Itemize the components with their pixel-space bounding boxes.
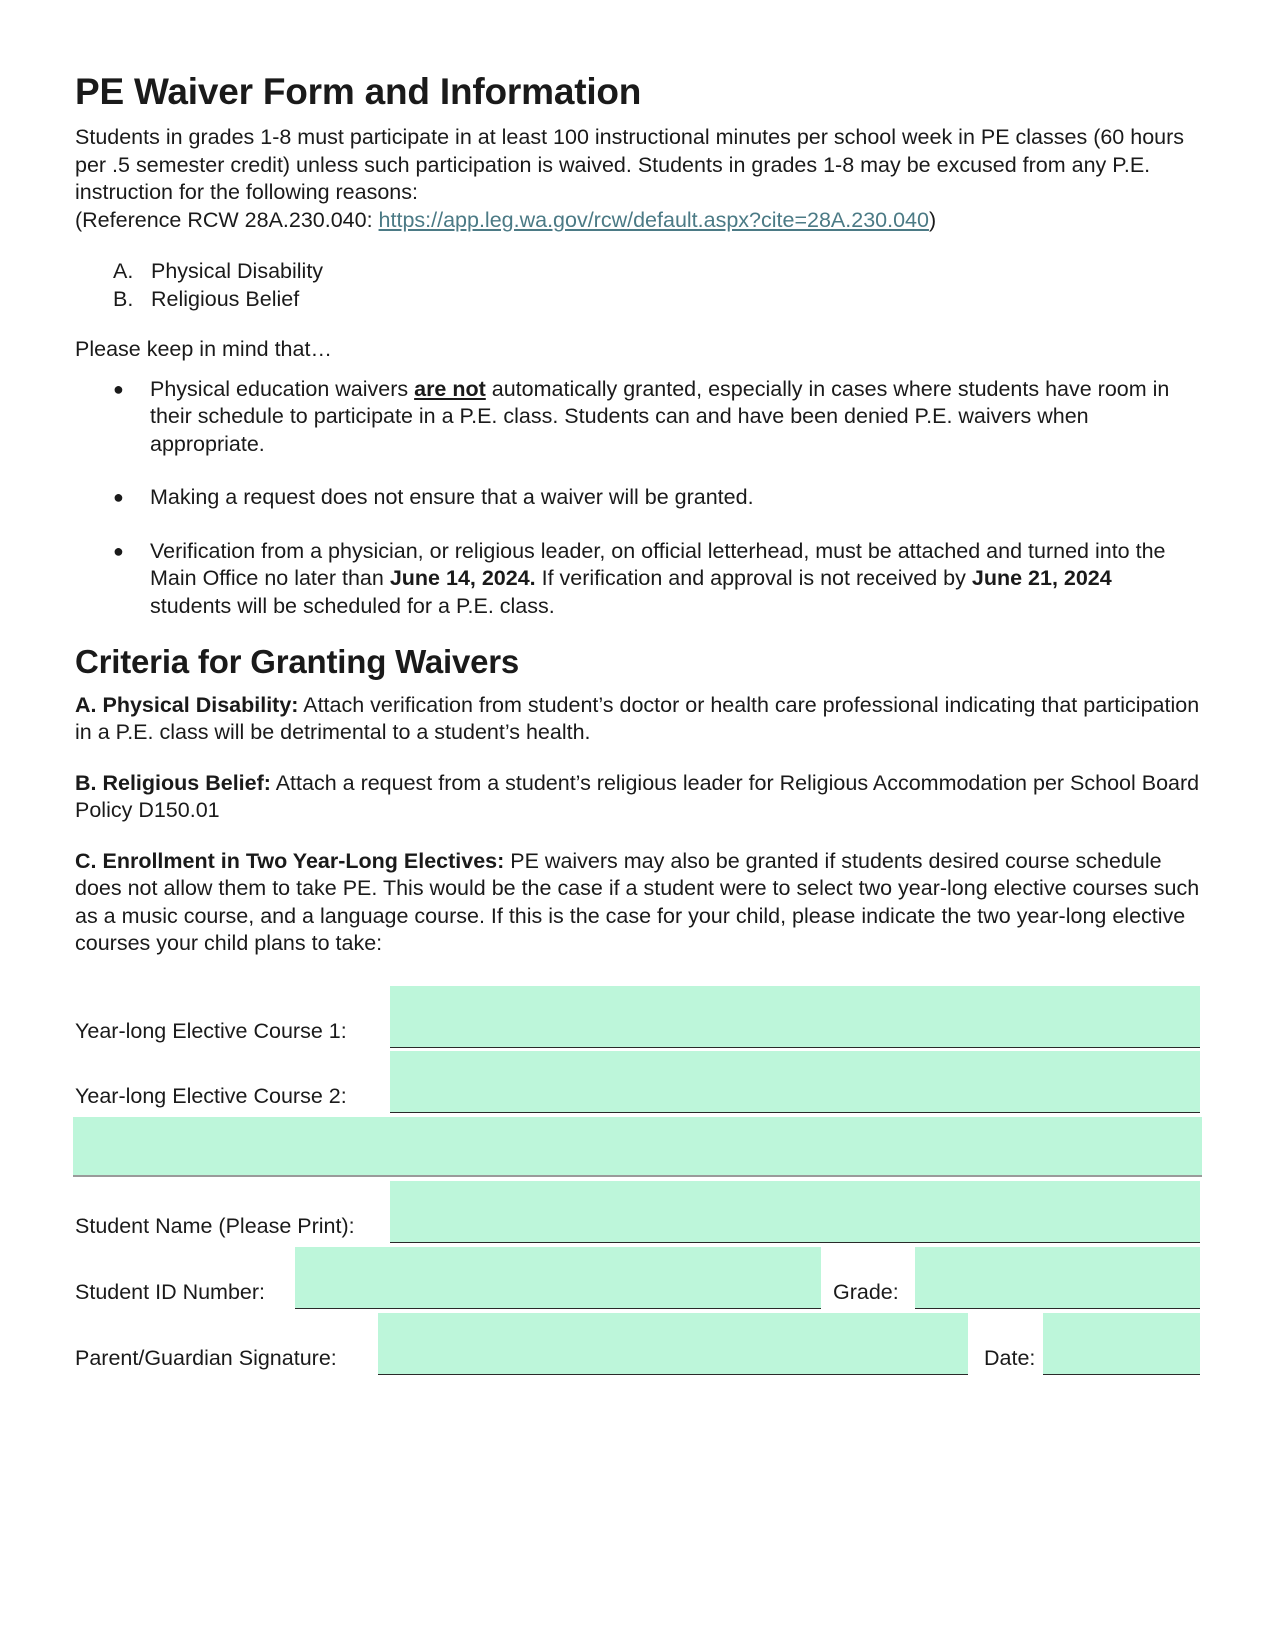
reference-suffix: ) [928, 207, 937, 232]
bullet-text: Verification from a physician, or religious leader, on official letterhead, must be attached and turned into the Main Office no later than [150, 538, 1166, 591]
deadline-date: June 14, 2024. [389, 566, 536, 591]
date-label: Date: [984, 1346, 1036, 1370]
course1-label: Year-long Elective Course 1: [75, 1019, 347, 1043]
signature-field[interactable] [378, 1313, 968, 1375]
criterion-c [75, 848, 1205, 958]
course2-field[interactable] [390, 1051, 1200, 1113]
bullet-item [75, 376, 1205, 459]
bullet-icon: ● [113, 540, 124, 561]
list-item [113, 257, 1205, 285]
reference-prefix: (Reference RCW 28A.230.040: [75, 207, 379, 232]
bullet-text: students will be scheduled for a P.E. class. [150, 593, 555, 618]
criterion-b [75, 770, 1205, 825]
list-marker: A. [113, 259, 134, 284]
student-name-field[interactable] [390, 1181, 1200, 1243]
grade-label: Grade: [833, 1280, 899, 1304]
intro-paragraph [75, 124, 1205, 234]
criterion-a [75, 692, 1205, 747]
emphasis-are-not: are not [414, 376, 486, 401]
signature-label: Parent/Guardian Signature: [75, 1346, 337, 1370]
list-marker: B. [113, 287, 134, 312]
bullet-text: Physical education waivers [150, 376, 415, 401]
notes-bullet-list [75, 376, 1205, 621]
rcw-reference-link[interactable]: https://app.leg.wa.gov/rcw/default.aspx?cite=28A.230.040 [378, 207, 929, 232]
criterion-text: PE waivers may also be granted if students desired course schedule does not allow them to take PE. This would be the case if a student were to select two year-long elective courses such as a music course, and a language course. If this is the case for your child, please indicate the two year-long elective courses your child plans to take: [75, 848, 1200, 956]
list-item-label: Religious Belief [151, 287, 300, 312]
course2-row [75, 1053, 1200, 1117]
grade-field[interactable] [915, 1247, 1200, 1309]
additional-field[interactable] [73, 1117, 1202, 1177]
criterion-label: B. Religious Belief: [75, 770, 271, 795]
student-id-row [75, 1249, 1200, 1313]
bullet-icon: ● [113, 378, 124, 399]
waiver-reasons-list [75, 257, 1205, 313]
bullet-icon: ● [113, 487, 124, 508]
course2-label: Year-long Elective Course 2: [75, 1084, 347, 1108]
criterion-text: Attach a request from a student’s religious leader for Religious Accommodation per School Board Policy D150.01 [75, 770, 1200, 823]
bullet-text: automatically granted, especially in cases where students have room in their schedule to participate in a P.E. class. Students can and have been denied P.E. waivers when appropriate. [150, 376, 1170, 456]
signature-row [75, 1315, 1200, 1379]
criteria-heading: Criteria for Granting Waivers [75, 643, 520, 681]
student-id-label: Student ID Number: [75, 1280, 266, 1304]
course1-row [75, 988, 1200, 1052]
intro-text: Students in grades 1-8 must participate in at least 100 instructional minutes per school week in PE classes (60 hours per .5 semester credit) unless such participation is waived. Students in grades 1-8 may be excused from any P.E. instruction for the following reasons: [75, 125, 1185, 205]
bullet-item [75, 538, 1205, 621]
student-name-label: Student Name (Please Print): [75, 1214, 355, 1238]
student-id-field[interactable] [295, 1247, 821, 1309]
page-title: PE Waiver Form and Information [75, 71, 642, 112]
bullet-text: If verification and approval is not received by [535, 566, 972, 591]
criterion-label: C. Enrollment in Two Year-Long Electives: [75, 848, 505, 873]
date-field[interactable] [1043, 1313, 1200, 1375]
bullet-item [75, 484, 1205, 512]
approval-date: June 21, 2024 [971, 566, 1112, 591]
document-page [75, 70, 1205, 958]
list-item-label: Physical Disability [151, 259, 324, 284]
bullet-text: Making a request does not ensure that a waiver will be granted. [150, 485, 754, 510]
student-name-row [75, 1183, 1200, 1247]
course1-field[interactable] [390, 986, 1200, 1048]
criteria-section [75, 642, 1205, 958]
criterion-text: Attach verification from student’s doctor or health care professional indicating that participation in a P.E. class will be detrimental to a student’s health. [75, 692, 1200, 745]
list-item [113, 285, 1205, 313]
keep-in-mind-text: Please keep in mind that… [75, 337, 332, 362]
criterion-label: A. Physical Disability: [75, 692, 299, 717]
